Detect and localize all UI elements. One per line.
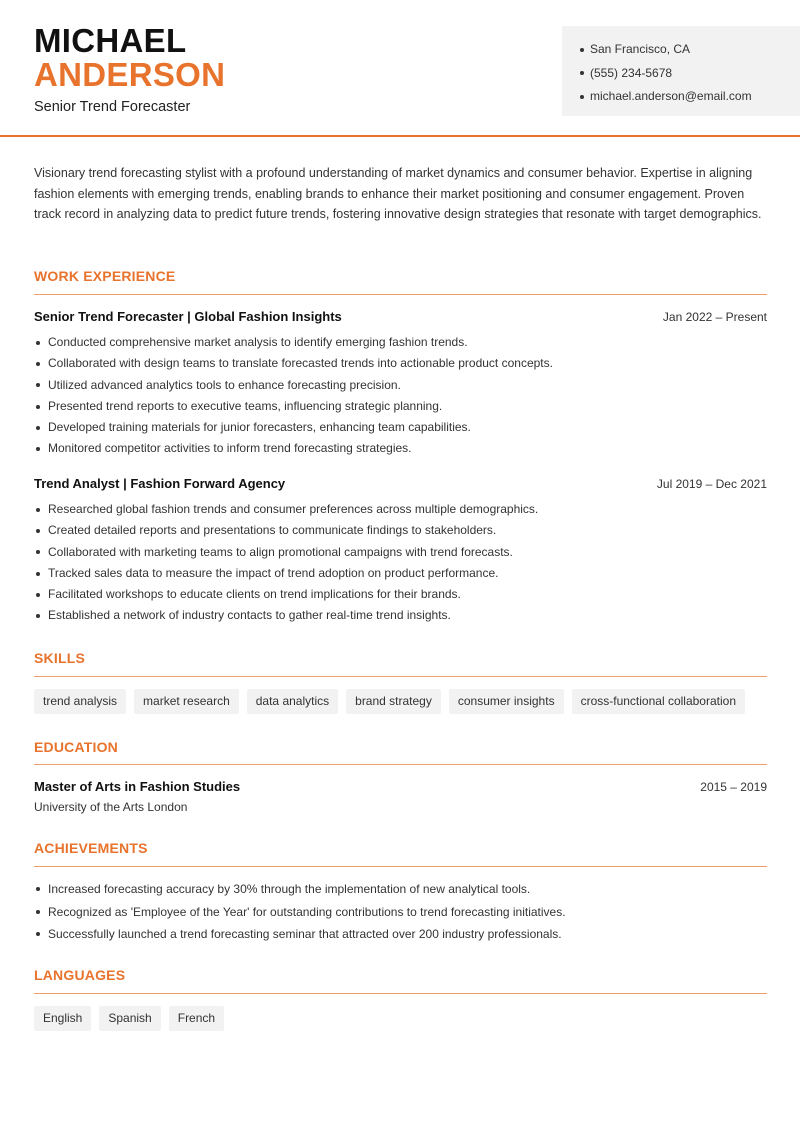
list-item [34,542,767,563]
bullet-dot [36,341,40,345]
list-item [34,878,767,901]
list-item-text: Facilitated workshops to educate clients on trend implications for their brands. [48,587,461,602]
list-item [34,563,767,584]
list-item-text: Recognized as 'Employee of the Year' for outstanding contributions to trend forecasting initiatives. [48,904,566,919]
job-dates: Jan 2022 – Present [662,310,767,324]
bullet-dot [580,95,584,99]
list-item-text: Increased forecasting accuracy by 30% through the implementation of new analytical tools. [48,882,531,896]
list-item-text: Researched global fashion trends and consumer preferences across multiple demographics. [48,502,539,516]
bullet-dot [36,550,40,554]
job-title: Senior Trend Forecaster [34,99,191,115]
languages-list [34,1006,224,1031]
school-name: University of the Arts London [34,800,188,814]
degree: Master of Arts in Fashion Studies [34,779,241,794]
contact-email [580,85,800,109]
list-item [34,332,767,353]
job-role: Trend Analyst | Fashion Forward Agency [34,476,286,491]
bullet-dot [580,71,584,75]
bullet-dot [36,910,40,914]
section-title-languages: LANGUAGES [34,967,126,983]
list-item-text: Utilized advanced analytics tools to enhance forecasting precision. [48,377,401,392]
contact-location-text: San Francisco, CA [590,42,691,56]
language-tag: Spanish [99,1006,160,1031]
list-item [34,605,767,626]
list-item [34,901,767,924]
section-title-achievements: ACHIEVEMENTS [34,840,148,856]
list-item-text: Monitored competitor activities to inform trend forecasting strategies. [48,441,412,456]
list-item-text: Collaborated with marketing teams to align promotional campaigns with trend forecasts. [48,544,513,559]
bullet-dot [36,383,40,387]
last-name: ANDERSON [34,56,226,93]
skill-tag: brand strategy [346,689,441,714]
contact-phone [580,62,800,86]
section-title-work: WORK EXPERIENCE [34,268,176,284]
bullet-dot [36,932,40,936]
contact-email-text: michael.anderson@email.com [590,89,752,103]
bullet-dot [36,593,40,597]
job-bullets [34,332,767,460]
list-item-text: Conducted comprehensive market analysis to identify emerging fashion trends. [48,335,468,349]
bullet-dot [36,508,40,512]
job-role: Senior Trend Forecaster | Global Fashion Insights [34,309,342,324]
list-item-text: Presented trend reports to executive teams, influencing strategic planning. [48,398,443,413]
bullet-dot [36,447,40,451]
skills-list [34,689,745,714]
list-item [34,353,767,374]
list-item [34,520,767,541]
bullet-dot [36,362,40,366]
professional-summary: Visionary trend forecasting stylist with a profound understanding of market dynamics and consumer behavior. Expertise in aligning fashion elements with emerging trends, enabling brands to enhance their market positioning and consumer engagement. Proven track record in analyzing data to predict future trends, fostering innovative design strategies that resonate with target demographics. [34,166,762,222]
skill-tag: trend analysis [34,689,126,714]
bullet-dot [580,48,584,52]
section-divider [34,294,767,295]
list-item [34,375,767,396]
skill-tag: consumer insights [449,689,564,714]
language-tag: English [34,1006,91,1031]
list-item [34,438,767,459]
job-bullets [34,499,767,627]
list-item-text: Developed training materials for junior forecasters, enhancing team capabilities. [48,420,471,435]
language-tag: French [169,1006,224,1031]
first-name: MICHAEL [34,22,187,59]
resume-header [0,0,800,137]
list-item [34,923,767,946]
section-divider [34,676,767,677]
skill-tag: data analytics [247,689,338,714]
list-item [34,499,767,520]
skill-tag: cross-functional collaboration [572,689,745,714]
education-header [34,779,767,794]
list-item-text: Created detailed reports and presentations to communicate findings to stakeholders. [48,523,497,538]
job-header [34,309,767,324]
bullet-dot [36,614,40,618]
list-item [34,396,767,417]
education-dates: 2015 – 2019 [700,780,767,794]
skill-tag: market research [134,689,239,714]
section-title-education: EDUCATION [34,739,118,755]
section-divider [34,866,767,867]
bullet-dot [36,529,40,533]
contact-location [580,38,800,62]
list-item [34,417,767,438]
section-divider [34,764,767,765]
list-item-text: Successfully launched a trend forecasting seminar that attracted over 200 industry professionals. [48,927,562,941]
job-dates: Jul 2019 – Dec 2021 [656,477,767,491]
bullet-dot [36,405,40,409]
contact-phone-text: (555) 234-5678 [590,65,673,80]
section-title-skills: SKILLS [34,650,85,666]
job-header [34,476,767,491]
achievements-list [34,878,767,946]
bullet-dot [36,572,40,576]
section-divider [34,993,767,994]
list-item-text: Tracked sales data to measure the impact of trend adoption on product performance. [48,565,499,580]
bullet-dot [36,887,40,891]
list-item [34,584,767,605]
list-item-text: Collaborated with design teams to translate forecasted trends into actionable product concepts. [48,356,553,371]
list-item-text: Established a network of industry contacts to gather real-time trend insights. [48,608,451,623]
bullet-dot [36,426,40,430]
contact-box [562,26,800,116]
